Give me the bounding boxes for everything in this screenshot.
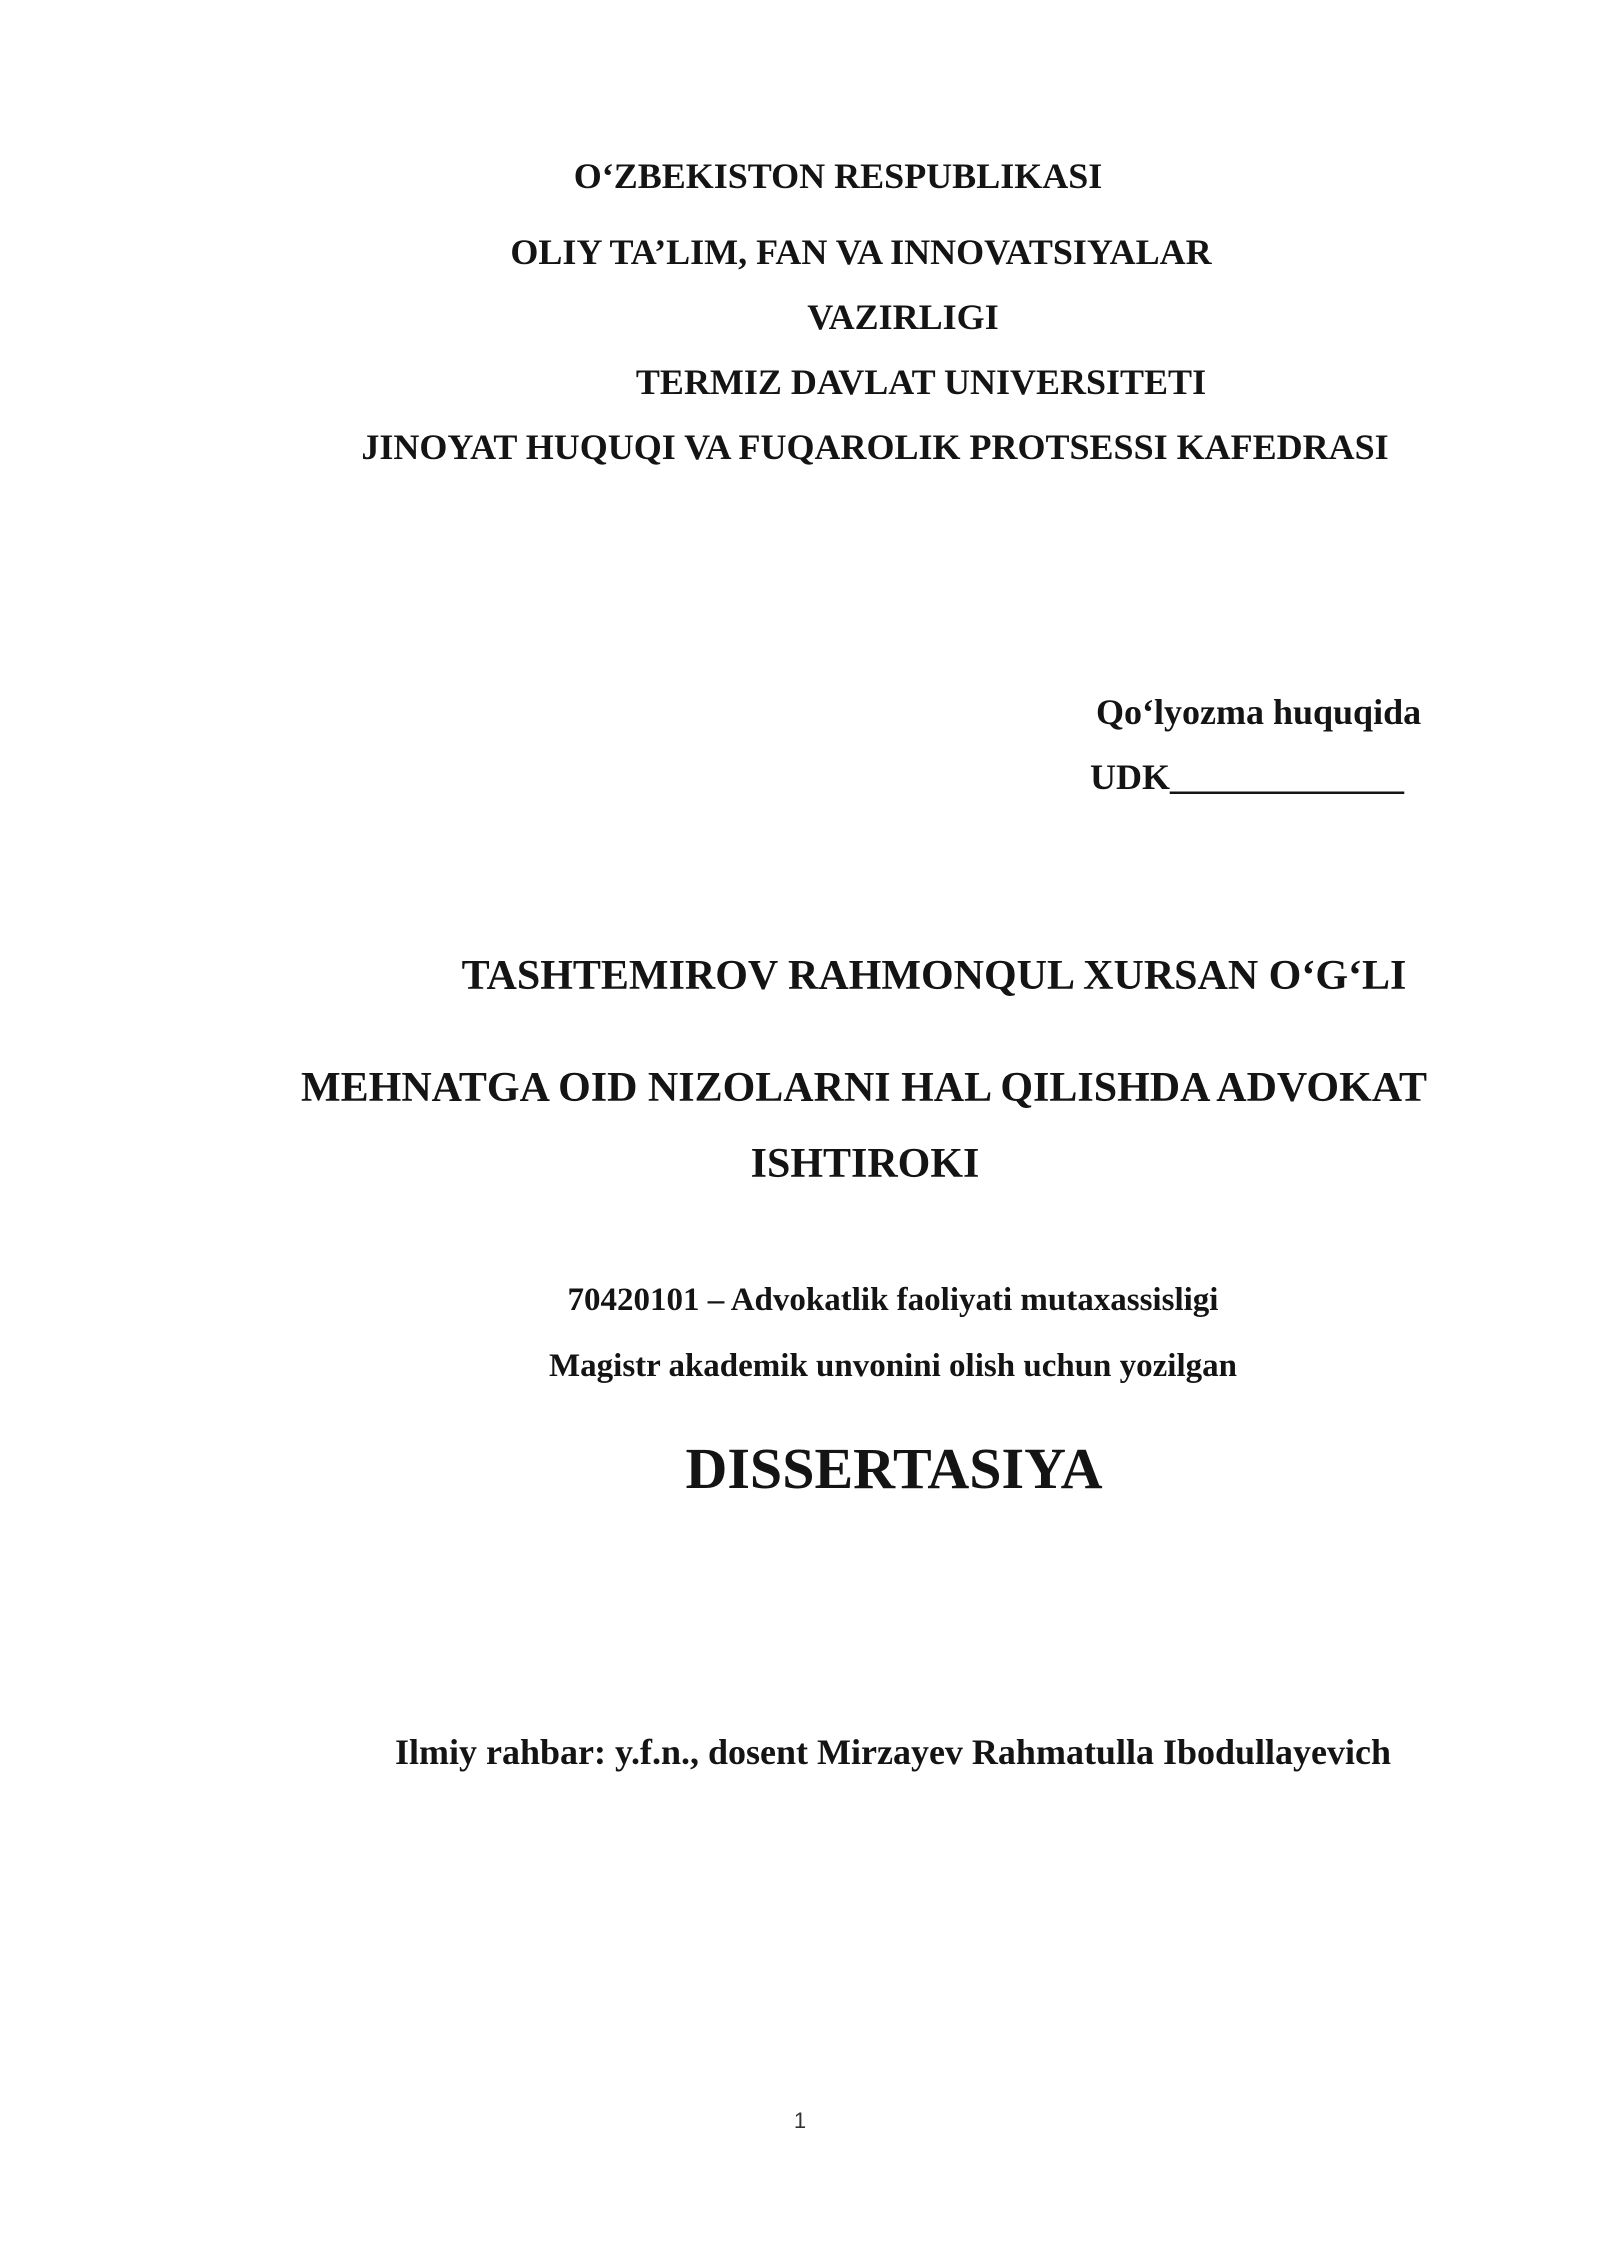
ministry-heading-line1: OLIY TA’LIM, FAN VA INNOVATSIYALAR bbox=[510, 232, 1212, 272]
thesis-title-line1: MEHNATGA OID NIZOLARNI HAL QILISHDA ADVOKAT bbox=[301, 1065, 1427, 1111]
university-heading: TERMIZ DAVLAT UNIVERSITETI bbox=[635, 362, 1207, 402]
department-heading: JINOYAT HUQUQI VA FUQAROLIK PROTSESSI KAFEDRASI bbox=[361, 427, 1389, 467]
author-name: TASHTEMIROV RAHMONQUL XURSAN O‘G‘LI bbox=[461, 953, 1407, 999]
republic-heading: O‘ZBEKISTON RESPUBLIKASI bbox=[573, 156, 1103, 196]
specialty-line: 70420101 – Advokatlik faoliyati mutaxassisligi bbox=[567, 1282, 1219, 1318]
degree-line: Magistr akademik unvonini olish uchun yozilgan bbox=[549, 1348, 1237, 1384]
supervisor-line: Ilmiy rahbar: y.f.n., dosent Mirzayev Rahmatulla Ibodullayevich bbox=[394, 1732, 1392, 1772]
udk-field: UDK_____________ bbox=[1090, 757, 1404, 797]
ministry-heading-line2: VAZIRLIGI bbox=[807, 297, 999, 337]
document-type-title: DISSERTASIYA bbox=[685, 1436, 1103, 1501]
page-number: 1 bbox=[793, 2108, 807, 2133]
thesis-title-line2: ISHTIROKI bbox=[750, 1141, 980, 1187]
manuscript-rights-label: Qo‘lyozma huquqida bbox=[1096, 692, 1422, 732]
